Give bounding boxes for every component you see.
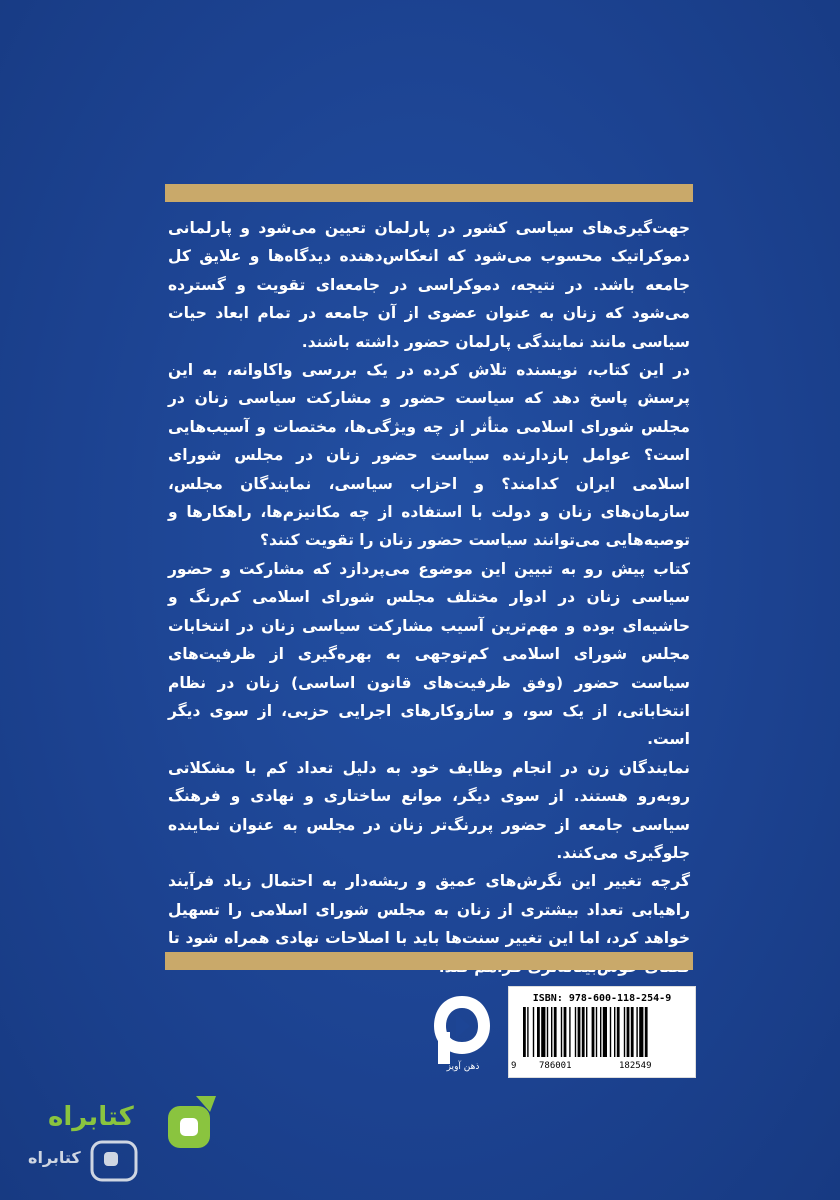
barcode-bar — [645, 1007, 648, 1057]
barcode-bar — [624, 1007, 625, 1057]
barcode — [508, 986, 696, 1078]
barcode-bar — [527, 1007, 528, 1057]
top-gold-bar — [165, 184, 693, 202]
bottom-gold-bar — [165, 952, 693, 970]
watermark-logo-icon — [164, 1092, 224, 1152]
barcode-bar — [575, 1007, 576, 1057]
barcode-bar — [578, 1007, 581, 1057]
paragraph-1: جهت‌گیری‌های سیاسی کشور در پارلمان تعیین می‌شود و پارلمانی دموکراتیک محسوب می‌شود که انعکاس‌دهنده دیدگاه‌ها و علایق کل جامعه باشد. در نتیجه، دموکراسی در جامعه‌ای تقویت و گسترده می‌شود که زنان به عنوان عضوی از آن جامعه در تمام ابعاد حیات سیاسی مانند نمایندگی پارلمان حضور داشته باشند. — [168, 219, 690, 351]
barcode-bar — [596, 1007, 597, 1057]
barcode-bar — [554, 1007, 557, 1057]
watermark-main-text: کتابراه — [48, 1102, 134, 1132]
barcode-bar — [627, 1007, 630, 1057]
paragraph-5: گرچه تغییر این نگرش‌های عمیق و ریشه‌دار به احتمال زیاد فرآیند راهیابی تعداد بیشتری از زنان به مجلس شورای اسلامی را تسهیل خواهد کرد، اما این تغییر سنت‌ها باید با اصلاحات نهادی همراه شود تا — [168, 872, 690, 948]
isbn-label: ISBN: 978-600-118-254-9 — [532, 993, 672, 1004]
publisher-logo-icon — [430, 992, 494, 1070]
barcode-bar — [533, 1007, 534, 1057]
watermark-secondary-logo-icon — [90, 1136, 140, 1182]
barcode-bars — [517, 1007, 687, 1061]
barcode-bar — [586, 1007, 587, 1057]
watermark — [14, 1092, 224, 1192]
barcode-bar — [561, 1007, 562, 1057]
barcode-right-digits: 182549 — [619, 1061, 652, 1071]
barcode-bar — [547, 1007, 548, 1057]
blurb-text — [168, 214, 690, 981]
barcode-bar — [636, 1007, 637, 1057]
barcode-bar — [582, 1007, 585, 1057]
paragraph-4: نمایندگان زن در انجام وظایف خود به دلیل تعداد کم با مشکلاتی روبه‌رو هستند. از سوی دیگر، موانع ساختاری و نهادی و فرهنگ سیاسی جامعه از حضور پررنگ‌تر زنان در مجلس به عنوان نماینده جلوگیری می‌کنند. — [168, 758, 690, 862]
barcode-bar — [541, 1007, 545, 1057]
barcode-bar — [592, 1007, 595, 1057]
barcode-bar — [564, 1007, 567, 1057]
barcode-bar — [551, 1007, 552, 1057]
barcode-bar — [631, 1007, 634, 1057]
barcode-bar — [614, 1007, 615, 1057]
barcode-bar — [610, 1007, 611, 1057]
barcode-bar — [603, 1007, 607, 1057]
paragraph-3: کتاب پیش رو به تبیین این موضوع می‌پردازد که مشارکت و حضور سیاسی زنان در ادوار مختلف مجلس شورای اسلامی کم‌رنگ و حاشیه‌ای بوده و مهم‌ترین آسیب مشارکت سیاسی زنان در انتخابات مجلس شورای اسلامی کم‌توجهی به بهره‌گیری از ظرفیت‌های سیاست حضور (وفق ظرفیت‌های قانون اساسی) زنان در نظام انتخاباتی، از یک سو، و سازوکارهای اجرایی حزبی، از سوی دیگر است. — [168, 559, 690, 749]
barcode-bar — [639, 1007, 643, 1057]
publisher-name: ذهن آویز — [446, 1062, 480, 1072]
barcode-left-digits: 786001 — [539, 1061, 572, 1071]
watermark-sub-text: کتابراه — [28, 1148, 81, 1167]
barcode-bar — [537, 1007, 540, 1057]
barcode-bar — [600, 1007, 601, 1057]
barcode-bar — [523, 1007, 526, 1057]
paragraph-2: در این کتاب، نویسنده تلاش کرده در یک بررسی واکاوانه، به این پرسش پاسخ دهد که سیاست حضور و مشارکت سیاسی زنان در مجلس شورای اسلامی متأثر از چه ویژگی‌ها، مختصات و آسیب‌هایی است؟ عوامل بازدارنده سیاست حضور زنان در مجلس شورای اسلامی ایران کدامند؟ و احزاب سیاسی، نمایندگان مجلس، سازمان‌های زنان و دولت با استفاده از چه مکانیزم‌ها، راهکارها و توصیه‌هایی می‌توانند سیاست حضور زنان را تقویت کنند؟ — [168, 361, 690, 550]
barcode-lead-digit: 9 — [511, 1061, 517, 1071]
barcode-bar — [569, 1007, 570, 1057]
barcode-bar — [617, 1007, 620, 1057]
